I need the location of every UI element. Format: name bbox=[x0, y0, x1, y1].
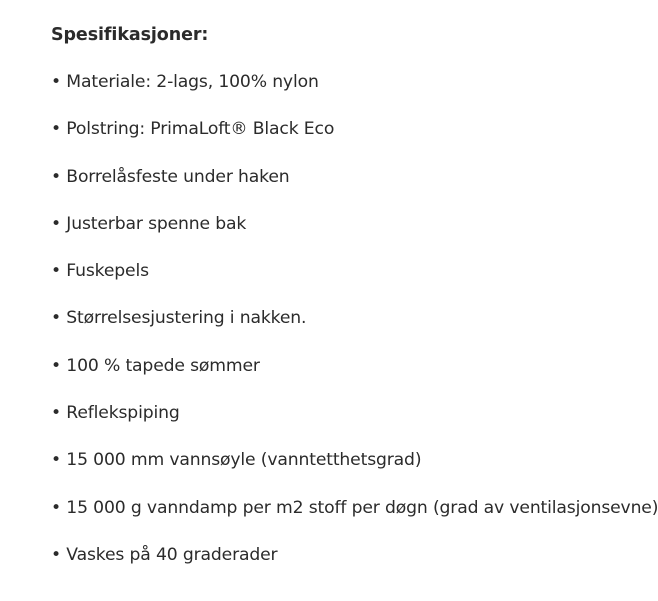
spec-item-adjustable-buckle: • Justerbar spenne bak bbox=[51, 213, 247, 234]
specifications-list bbox=[51, 69, 656, 568]
specifications-section bbox=[51, 22, 656, 589]
spec-item-faux-fur: • Fuskepels bbox=[51, 261, 149, 282]
spec-item-washing: • Vaskes på 40 graderader bbox=[51, 544, 278, 565]
spec-item-material: • Materiale: 2-lags, 100% nylon bbox=[51, 72, 319, 92]
spec-item-taped-seams: • 100 % tapede sømmer bbox=[51, 355, 260, 376]
specifications-heading: Spesifikasjoner: bbox=[51, 25, 209, 45]
spec-item-size-adjustment: • Størrelsesjustering i nakken. bbox=[51, 308, 307, 329]
spec-item-water-column: • 15 000 mm vannsøyle (vanntetthetsgrad) bbox=[51, 450, 422, 471]
spec-item-reflective-piping: • Reflekspiping bbox=[51, 403, 180, 424]
spec-item-breathability: • 15 000 g vanndamp per m2 stoff per døgn (grad av ventilasjonsevne) bbox=[51, 497, 658, 518]
spec-item-chin-closure: • Borrelåsfeste under haken bbox=[51, 166, 290, 187]
spec-item-insulation: • Polstring: PrimaLoft® Black Eco bbox=[51, 119, 335, 140]
